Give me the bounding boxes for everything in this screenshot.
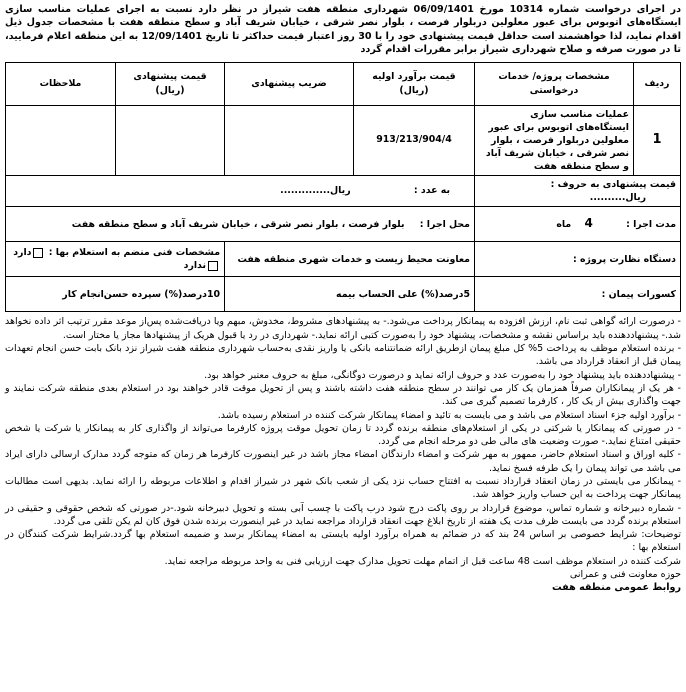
header-price: قیمت پیشنهادی (ریال) bbox=[116, 62, 225, 105]
note-item: - هر یک از پیمانکاران صرفاً همزمان یک کار می توانند در سطح منطقه هفت داشته باشند و پس از تحویل موقت قادر خواهند بود در استعلام بعدی منطقه شرکت نمایند و جهت واگذاری بیش از یک کار ، کارفرما تصمیم گیری می کند. bbox=[5, 382, 681, 408]
supervisor-value: معاونت محیط زیست و خدمات شهری منطقه هفت bbox=[225, 242, 475, 277]
place-cell bbox=[6, 207, 475, 242]
duration-unit: ماه bbox=[556, 219, 572, 231]
supervisor-row bbox=[6, 242, 681, 277]
note-item: - پیمانکار می بایستی در زمان انعقاد قرارداد نسبت به افتتاح حساب نزد یکی از شعب بانک شهر در شیراز اقدام و اطلاعات مربوطه را ارائه نماید. بدیهی است مطالبات پیمانکار جهت پرداخت به این حساب واریز خواهد شد. bbox=[5, 476, 681, 501]
table-row bbox=[6, 105, 681, 175]
price-number-cell: به عدد : ریال.............. bbox=[6, 175, 475, 207]
intro-paragraph: در اجرای درخواست شماره 10314 مورخ 06/09/1401 شهرداری منطقه هفت شیراز در نظر دارد نسبت به اجرای عملیات مناسب سازی ایستگاه‌های اتوبوس برای عبور معلولین دربلوار فرصت ، بلوار نصر شرقی ، خیابان شریف آباد و سطح منطقه هفت با مشخصات جدول ذیل اقدام نماید، لذا خواهشمند است حداقل قیمت پیشنهادی خود را با 30 روز اعتبار قیمت حداکثر تا تاریخ 12/09/1401 به این منطقه اعلام فرمایید، تا در صورت صرفه و صلاح شهرداری شیراز برابر مقررات اقدام گردد bbox=[5, 4, 681, 56]
price-letters-label: قیمت پیشنهادی به حروف : bbox=[550, 178, 676, 190]
tech-spec-label: مشخصات فنی منضم به استعلام بها : bbox=[48, 247, 220, 259]
has-checkbox[interactable] bbox=[33, 248, 43, 258]
header-row-num: ردیف bbox=[634, 62, 681, 105]
note-item: شرکت کننده در استعلام موظف است 48 ساعت قبل از اتمام مهلت تحویل مدارک جهت ارزیابی فنی به واحد مربوطه مراجعه نماید. bbox=[164, 555, 681, 567]
price-number-label: به عدد : bbox=[413, 185, 450, 197]
place-value: بلوار فرصت ، بلوار نصر شرقی ، خیابان شریف آباد و سطح منطقه هفت bbox=[71, 218, 405, 230]
row-number: 1 bbox=[634, 105, 681, 175]
supervisor-label: دستگاه نظارت پروژه : bbox=[475, 242, 681, 277]
duration-cell bbox=[475, 207, 681, 242]
deductions-row bbox=[6, 277, 681, 312]
deductions-guarantee: 10درصد(%) سپرده حسن‌انجام کار bbox=[6, 277, 225, 312]
note-item: حوزه معاونت فنی و عمرانی bbox=[569, 569, 681, 581]
header-estimate: قیمت برآورد اولیه (ریال) bbox=[354, 62, 475, 105]
header-coef: ضریب پیشنهادی bbox=[225, 62, 354, 105]
row-estimate: 913/213/904/4 bbox=[354, 105, 475, 175]
hasnot-label: ندارد bbox=[183, 260, 206, 272]
hasnot-checkbox[interactable] bbox=[208, 261, 218, 271]
note-item: توضیحات: شرایط خصوصی بر اساس 24 بند که در ضمائم به همراه برآورد اولیه بایستی به امضاء پیمانکار برسد و ضمیمه استعلام بها گردد.شرایط شرکت کنندگان در استعلام بها : bbox=[5, 529, 681, 554]
row-price bbox=[116, 105, 225, 175]
tender-table bbox=[5, 62, 681, 313]
note-item: - در صورتی که پیمانکار یا شرکتی در یکی از استعلام‌های منطقه برنده گردد تا زمان تحویل موقت پروژه کارفرما می‌تواند از واگذاری کار به پیمانکار یا شرکت یا شخص حقیقی امتناع نماید.- صورت وضعیت های مالی طی دو مرحله انجام می گردد. bbox=[5, 422, 681, 448]
note-item: - درصورت ارائه گواهی ثبت نام، ارزش افزوده به پیمانکار پرداخت می‌شود.- به پیشنهادهای مشروط، مخدوش، مبهم ویا دریافت‌شده پس‌از موعد مقرر ترتیب اثر داده نخواهد شد.- پیشنهاددهنده باید براساس نقشه و مشخصات، پیشنهاد خود را به‌صورت کتبی ارائه نماید.- شهرداری در رد یا قبول هریک از پیشنهادها مجاز یا مختار است. bbox=[5, 316, 681, 341]
note-item: - کلیه اوراق و اسناد استعلام حاضر، ممهور به مهر شرکت و امضاء دارندگان امضاء مجاز باشد در غیر اینصورت کارفرما هر زمان که متوجه گردد مدارک ارسالی دارای ایراد می باشد می تواند پیمان را یک طرفه فسخ نماید. bbox=[5, 449, 681, 474]
signature: روابط عمومی منطقه هفت bbox=[552, 582, 681, 594]
deductions-insurance: 5درصد(%) علی الحساب بیمه bbox=[225, 277, 475, 312]
price-number-unit: ریال bbox=[330, 185, 351, 197]
place-label: محل اجرا : bbox=[419, 218, 470, 230]
duration-label: مدت اجرا : bbox=[626, 219, 676, 231]
price-letters-cell: قیمت پیشنهادی به حروف : ریال.......... bbox=[475, 175, 681, 207]
deductions-label: کسورات پیمان : bbox=[475, 277, 681, 312]
row-coef bbox=[225, 105, 354, 175]
row-remarks bbox=[6, 105, 116, 175]
note-item: - برآورد اولیه جزء اسناد استعلام می باشد و می بایست به تائید و امضاء پیمانکار شرکت کننده در استعلام رسیده باشد. bbox=[217, 409, 681, 421]
header-remarks: ملاحظات bbox=[6, 62, 116, 105]
row-spec: عملیات مناسب سازی ایستگاه‌های اتوبوس برای عبور معلولین دربلوار فرصت ، بلوار نصر شرقی ، خیابان شریف آباد و سطح منطقه هفت bbox=[475, 105, 634, 175]
tech-spec-cell bbox=[6, 242, 225, 277]
duration-row bbox=[6, 207, 681, 242]
duration-value: 4 bbox=[584, 216, 593, 231]
note-item: - برنده استعلام موظف به پرداخت 5% کل مبلغ پیمان ازطریق ارائه ضمانتنامه بانکی یا واریز نقدی به‌حساب شهرداری منطقه هفت شیراز نزد بانک بابت حسن انجام تعهدات پیمان قبل از انعقاد قرارداد می باشد. bbox=[5, 343, 681, 368]
note-item: - پیشنهاددهنده باید پیشنهاد خود را به‌صورت عدد و حروف ارائه نماید و درصورت دوگانگی، مبلغ به حروف معتبر خواهد بود. bbox=[204, 369, 681, 381]
terms-notes bbox=[5, 315, 681, 581]
announcement bbox=[5, 0, 681, 595]
price-letters-unit: ریال bbox=[625, 192, 646, 204]
table-header-row bbox=[6, 62, 681, 105]
header-spec: مشخصات پروژه/ خدمات درخواستی bbox=[475, 62, 634, 105]
note-item: - شماره دبیرخانه و شماره تماس، موضوع قرارداد بر روی پاکت درج شود درب پاکت با چسب آبی بسته و تحویل دبیرخانه شود.-در صورتی که شخص حقوقی و حقیقی در استعلام برنده گردد می بایست ظرف مدت یک هفته از تاریخ ابلاغ جهت انعقاد قرارداد مراجعه نماید در غیر اینصورت برنده شدن فوق کان لم یکن تلقی می گردد. bbox=[5, 502, 681, 527]
price-letters-row bbox=[6, 175, 681, 207]
has-label: دارد bbox=[13, 247, 32, 259]
